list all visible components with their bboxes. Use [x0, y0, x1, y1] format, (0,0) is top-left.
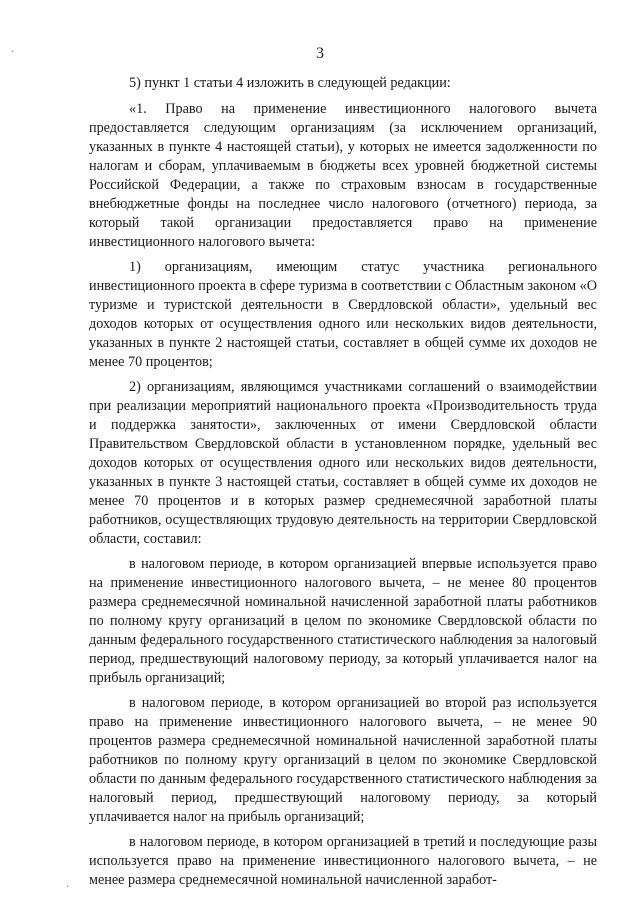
paragraph-clause-1: «1. Право на применение инвестиционного налогового вычета предоставляется следующим организациям (за исключением организаций, указанных в пункте 4 настоящей статьи), у которых не имеется задолженности по налогам и сборам, уплачиваемым в бюджеты всех уровней бюджетной системы Российской Федерации, а также по страховым взносам в государственные внебюджетные фонды на последнее число налогового (отчетного) периода, за который такой организации предоставляется право на применение инвестиционного налогового вычета: — [89, 101, 597, 250]
paragraph-third-period: в налоговом периоде, в котором организацией в третий и последующие разы используется право на применение инвестиционного налогового вычета, – не менее размера среднемесячной номинальной начисленной заработ- — [89, 834, 597, 888]
paragraph-item-2: 2) организациям, являющимся участниками соглашений о взаимодействии при реализации мероприятий национального проекта «Производительность труда и поддержка занятости», заключенных от имени Свердловской области Правительством Свердловской области в установленном порядке, удельный вес доходов которых от осуществления одного или нескольких видов деятельности, указанных в пункте 3 настоящей статьи, составляет в общей сумме их доходов не менее 70 процентов и в которых размер среднемесячной заработной платы работников, осуществляющих трудовую деятельность на территории Свердловской области, составил: — [89, 379, 597, 547]
page-number: 3 — [316, 45, 324, 62]
scan-speck: · — [11, 47, 15, 58]
paragraph-first-period: в налоговом периоде, в котором организацией впервые используется право на применение инвестиционного налогового вычета, – не менее 80 процентов размера среднемесячной номинальной начисленной заработной платы работников по полному кругу организаций в целом по экономике Свердловской области по данным федерального государственного статистического наблюдения за налоговый период, предшествующий налоговому периоду, за который уплачивается налог на прибыль организаций; — [89, 556, 597, 686]
paragraph-second-period: в налоговом периоде, в котором организацией во второй раз используется право на применение инвестиционного налогового вычета, – не менее 90 процентов размера среднемесячной номинальной начисленной заработной платы работников по полному кругу организаций в целом по экономике Свердловской области по данным федерального государственного статистического наблюдения за налоговый период, предшествующий налоговому периоду, за который уплачивается налог на прибыль организаций; — [89, 695, 597, 825]
scan-speck: · — [66, 882, 70, 893]
document-body — [89, 74, 597, 896]
paragraph-item-1: 1) организациям, имеющим статус участника регионального инвестиционного проекта в сфере туризма в соответствии с Областным законом «О туризме и туристской деятельности в Свердловской области», удельный вес доходов которых от осуществления одного или нескольких видов деятельности, указанных в пункте 2 настоящей статьи, составляет в общей сумме их доходов не менее 70 процентов; — [89, 259, 597, 370]
paragraph-intro: 5) пункт 1 статьи 4 изложить в следующей редакции: — [129, 75, 451, 91]
